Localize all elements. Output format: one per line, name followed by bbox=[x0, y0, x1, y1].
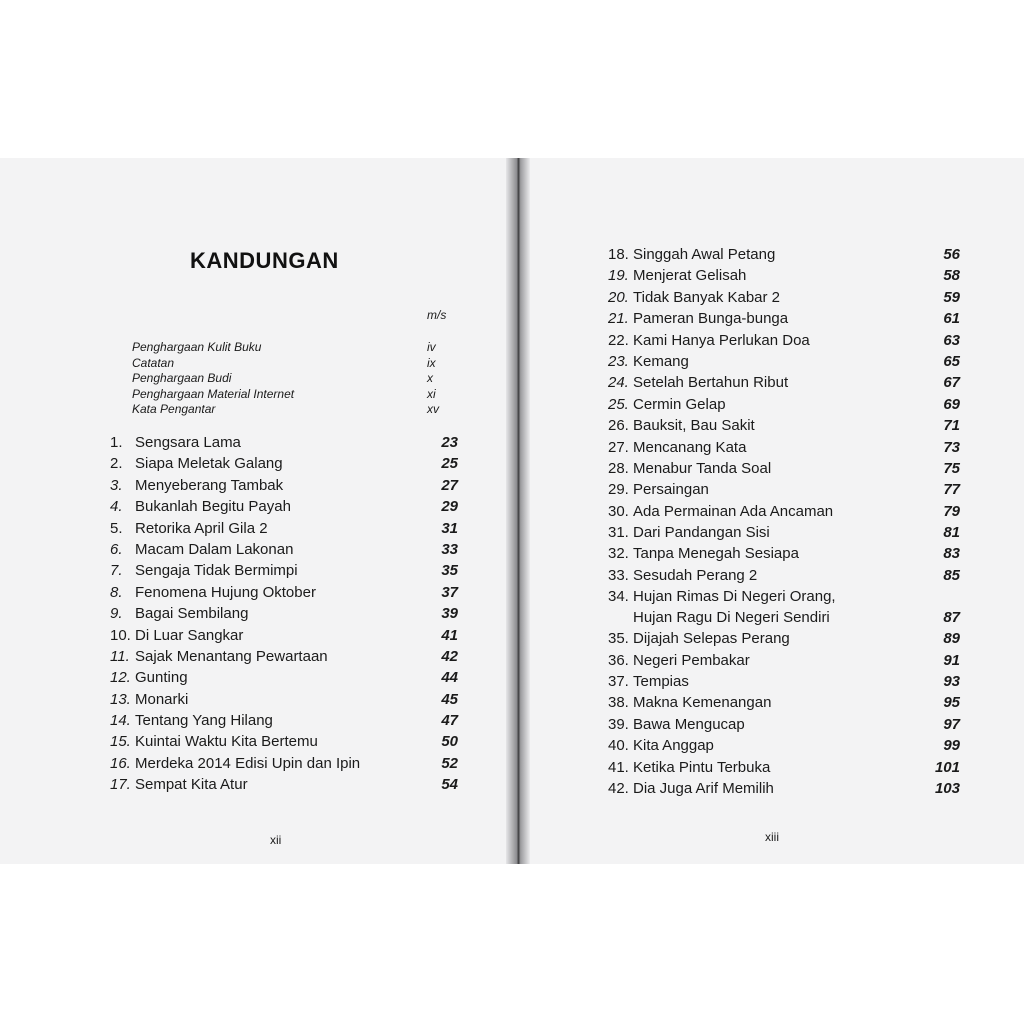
chapter-number: 12. bbox=[110, 669, 131, 687]
chapter-page: 50 bbox=[441, 733, 458, 751]
toc-entry bbox=[110, 434, 460, 455]
chapter-title: Bagai Sembilang bbox=[135, 605, 249, 623]
chapter-number: 10. bbox=[110, 626, 131, 644]
chapter-page: 47 bbox=[441, 712, 458, 730]
chapter-title: Fenomena Hujung Oktober bbox=[135, 583, 316, 601]
front-matter-page: x bbox=[427, 371, 433, 385]
chapter-page: 89 bbox=[943, 630, 960, 648]
chapter-title: Kuintai Waktu Kita Bertemu bbox=[135, 733, 318, 751]
chapter-page: 79 bbox=[943, 502, 960, 520]
chapter-title: Sesudah Perang 2 bbox=[633, 566, 758, 584]
chapter-page: 93 bbox=[943, 673, 960, 691]
chapter-number: 20. bbox=[608, 288, 629, 306]
chapter-page: 29 bbox=[441, 498, 458, 516]
chapter-number: 6. bbox=[110, 540, 123, 558]
chapter-page: 103 bbox=[934, 779, 960, 797]
chapter-title: Negeri Pembakar bbox=[633, 651, 750, 669]
chapter-title: Bawa Mengucap bbox=[633, 715, 745, 733]
chapter-page: 39 bbox=[441, 605, 458, 623]
chapter-number: 8. bbox=[110, 583, 123, 601]
front-matter-list bbox=[132, 340, 452, 418]
chapter-title-continued: Hujan Ragu Di Negeri Sendiri bbox=[633, 609, 830, 627]
front-matter-row bbox=[132, 387, 452, 403]
toc-entry bbox=[608, 737, 963, 758]
front-matter-page: xi bbox=[427, 386, 436, 401]
chapter-number: 26. bbox=[608, 417, 629, 435]
chapter-title: Dia Juga Arif Memilih bbox=[633, 779, 774, 797]
chapter-number: 40. bbox=[608, 737, 629, 755]
chapter-title: Tentang Yang Hilang bbox=[135, 712, 273, 730]
chapter-title: Bauksit, Bau Sakit bbox=[633, 417, 755, 435]
chapter-number: 15. bbox=[110, 733, 131, 751]
chapter-page: 42 bbox=[441, 647, 458, 665]
chapter-number: 41. bbox=[608, 758, 629, 776]
book-gutter bbox=[506, 158, 530, 864]
chapter-number: 34. bbox=[608, 588, 629, 606]
right-chapter-list bbox=[608, 246, 963, 801]
front-matter-row bbox=[132, 371, 452, 387]
chapter-page: 33 bbox=[441, 540, 458, 558]
chapter-page: 77 bbox=[943, 481, 960, 499]
chapter-title: Cermin Gelap bbox=[633, 395, 726, 413]
chapter-page: 31 bbox=[441, 519, 458, 537]
toc-entry bbox=[608, 524, 963, 545]
chapter-page: 69 bbox=[943, 395, 960, 413]
chapter-title: Kemang bbox=[633, 352, 689, 370]
chapter-page: 61 bbox=[943, 310, 960, 328]
chapter-number: 22. bbox=[608, 331, 629, 349]
chapter-title: Retorika April Gila 2 bbox=[135, 519, 268, 537]
front-matter-page: xv bbox=[427, 402, 439, 416]
toc-entry bbox=[608, 332, 963, 353]
chapter-page: 101 bbox=[934, 758, 960, 776]
chapter-title: Ada Permainan Ada Ancaman bbox=[633, 502, 834, 520]
chapter-title: Persaingan bbox=[633, 481, 709, 499]
chapter-number: 31. bbox=[608, 524, 629, 542]
chapter-title: Dijajah Selepas Perang bbox=[633, 630, 790, 648]
toc-entry bbox=[608, 481, 963, 502]
front-matter-row bbox=[132, 356, 452, 372]
chapter-number: 4. bbox=[110, 498, 123, 516]
chapter-title: Bukanlah Begitu Payah bbox=[135, 498, 291, 516]
chapter-title: Menjerat Gelisah bbox=[633, 267, 747, 285]
chapter-page: 85 bbox=[943, 566, 960, 584]
toc-entry bbox=[608, 396, 963, 417]
chapter-number: 18. bbox=[608, 246, 629, 263]
chapter-page: 91 bbox=[943, 651, 960, 669]
front-matter-row bbox=[132, 340, 452, 356]
chapter-title: Menyeberang Tambak bbox=[135, 476, 284, 494]
toc-entry bbox=[110, 627, 460, 648]
front-matter-page: iv bbox=[427, 340, 436, 354]
front-matter-label: Kata Pengantar bbox=[132, 402, 216, 416]
chapter-title: Hujan Rimas Di Negeri Orang, bbox=[633, 588, 836, 606]
toc-entry bbox=[608, 588, 963, 630]
chapter-page: 71 bbox=[943, 417, 960, 435]
chapter-number: 23. bbox=[608, 352, 629, 370]
chapter-page: 99 bbox=[943, 737, 960, 755]
chapter-number: 5. bbox=[110, 519, 123, 537]
chapter-number: 9. bbox=[110, 605, 123, 623]
chapter-page: 44 bbox=[441, 669, 458, 687]
chapter-page: 81 bbox=[943, 524, 960, 542]
toc-entry bbox=[608, 460, 963, 481]
chapter-title: Tempias bbox=[633, 673, 689, 691]
chapter-number: 37. bbox=[608, 673, 629, 691]
toc-entry bbox=[110, 477, 460, 498]
chapter-page: 23 bbox=[441, 434, 458, 451]
toc-entry bbox=[608, 289, 963, 310]
chapter-title: Mencanang Kata bbox=[633, 438, 747, 456]
chapter-title: Merdeka 2014 Edisi Upin dan Ipin bbox=[135, 754, 361, 772]
chapter-title: Sajak Menantang Pewartaan bbox=[135, 647, 328, 665]
chapter-page: 67 bbox=[943, 374, 960, 392]
chapter-number: 21. bbox=[608, 310, 629, 328]
left-folio: xii bbox=[270, 833, 282, 847]
toc-entry bbox=[608, 567, 963, 588]
chapter-page: 95 bbox=[943, 694, 960, 712]
chapter-title: Singgah Awal Petang bbox=[633, 246, 776, 263]
toc-entry bbox=[608, 246, 963, 267]
chapter-number: 33. bbox=[608, 566, 629, 584]
chapter-page: 59 bbox=[943, 288, 960, 306]
toc-entry bbox=[608, 780, 963, 801]
chapter-title: Di Luar Sangkar bbox=[135, 626, 244, 644]
toc-entry bbox=[608, 630, 963, 651]
toc-entry bbox=[110, 712, 460, 733]
chapter-page: 73 bbox=[943, 438, 960, 456]
front-matter-row bbox=[132, 402, 452, 418]
toc-entry bbox=[608, 759, 963, 780]
toc-entry bbox=[608, 267, 963, 288]
chapter-number: 32. bbox=[608, 545, 629, 563]
front-matter-page: ix bbox=[427, 355, 436, 370]
toc-entry bbox=[110, 669, 460, 690]
toc-entry bbox=[608, 503, 963, 524]
chapter-number: 3. bbox=[110, 476, 123, 494]
chapter-page: 97 bbox=[943, 715, 960, 733]
chapter-number: 24. bbox=[608, 374, 629, 392]
chapter-page: 41 bbox=[441, 626, 458, 644]
chapter-title: Menabur Tanda Soal bbox=[633, 459, 772, 477]
toc-entry bbox=[608, 353, 963, 374]
chapter-number: 19. bbox=[608, 267, 629, 285]
toc-entry bbox=[608, 673, 963, 694]
chapter-number: 11. bbox=[110, 647, 130, 665]
chapter-title: Gunting bbox=[135, 669, 188, 687]
chapter-title: Pameran Bunga-bunga bbox=[633, 310, 789, 328]
chapter-title: Macam Dalam Lakonan bbox=[135, 540, 294, 558]
toc-entry bbox=[110, 605, 460, 626]
chapter-page: 35 bbox=[441, 562, 458, 580]
front-matter-label: Catatan bbox=[132, 355, 175, 370]
chapter-title: Monarki bbox=[135, 690, 189, 708]
front-matter-label: Penghargaan Kulit Buku bbox=[132, 340, 262, 354]
chapter-page: 58 bbox=[943, 267, 960, 285]
chapter-title: Sempat Kita Atur bbox=[135, 776, 248, 794]
toc-entry bbox=[110, 498, 460, 519]
chapter-number: 35. bbox=[608, 630, 629, 648]
chapter-number: 29. bbox=[608, 481, 629, 499]
chapter-number: 25. bbox=[608, 395, 629, 413]
toc-entry bbox=[110, 733, 460, 754]
chapter-page: 25 bbox=[441, 455, 458, 473]
chapter-title: Kami Hanya Perlukan Doa bbox=[633, 331, 810, 349]
toc-entry bbox=[608, 310, 963, 331]
toc-entry bbox=[608, 439, 963, 460]
toc-entry bbox=[110, 584, 460, 605]
chapter-number: 38. bbox=[608, 694, 629, 712]
chapter-page: 63 bbox=[943, 331, 960, 349]
toc-entry bbox=[110, 520, 460, 541]
chapter-number: 7. bbox=[110, 562, 123, 580]
chapter-number: 39. bbox=[608, 715, 629, 733]
contents-title: KANDUNGAN bbox=[190, 248, 339, 273]
toc-entry bbox=[608, 545, 963, 566]
chapter-page: 75 bbox=[943, 459, 960, 477]
chapter-number: 30. bbox=[608, 502, 629, 520]
chapter-page: 87 bbox=[943, 609, 960, 627]
chapter-number: 14. bbox=[110, 712, 131, 730]
left-chapter-list bbox=[110, 434, 460, 798]
chapter-title: Sengaja Tidak Bermimpi bbox=[135, 562, 298, 580]
toc-entry bbox=[608, 652, 963, 673]
chapter-title: Ketika Pintu Terbuka bbox=[633, 758, 771, 776]
chapter-page: 56 bbox=[943, 246, 960, 263]
chapter-title: Sengsara Lama bbox=[135, 434, 241, 451]
chapter-number: 2. bbox=[110, 455, 123, 473]
toc-entry bbox=[110, 455, 460, 476]
chapter-number: 28. bbox=[608, 459, 629, 477]
toc-entry bbox=[608, 374, 963, 395]
chapter-title: Setelah Bertahun Ribut bbox=[633, 374, 789, 392]
chapter-number: 36. bbox=[608, 651, 629, 669]
toc-entry bbox=[110, 691, 460, 712]
chapter-number: 42. bbox=[608, 779, 629, 797]
toc-entry bbox=[110, 648, 460, 669]
chapter-page: 37 bbox=[441, 583, 458, 601]
chapter-page: 52 bbox=[441, 754, 458, 772]
chapter-page: 54 bbox=[441, 776, 458, 794]
chapter-title: Dari Pandangan Sisi bbox=[633, 524, 770, 542]
chapter-number: 17. bbox=[110, 776, 131, 794]
toc-entry bbox=[608, 694, 963, 715]
chapter-title: Tidak Banyak Kabar 2 bbox=[633, 288, 781, 306]
chapter-title: Kita Anggap bbox=[633, 737, 714, 755]
right-folio: xiii bbox=[765, 830, 779, 844]
chapter-title: Siapa Meletak Galang bbox=[135, 455, 283, 473]
front-matter-label: Penghargaan Material Internet bbox=[132, 386, 295, 401]
page-column-header: m/s bbox=[427, 308, 447, 322]
chapter-number: 27. bbox=[608, 438, 629, 456]
chapter-number: 13. bbox=[110, 690, 131, 708]
front-matter-label: Penghargaan Budi bbox=[132, 371, 232, 385]
chapter-number: 16. bbox=[110, 754, 131, 772]
chapter-page: 83 bbox=[943, 545, 960, 563]
toc-entry bbox=[110, 776, 460, 797]
toc-entry bbox=[608, 417, 963, 438]
toc-entry bbox=[608, 716, 963, 737]
chapter-title: Tanpa Menegah Sesiapa bbox=[633, 545, 799, 563]
chapter-page: 45 bbox=[441, 690, 458, 708]
chapter-title: Makna Kemenangan bbox=[633, 694, 772, 712]
chapter-page: 27 bbox=[441, 476, 458, 494]
chapter-number: 1. bbox=[110, 434, 123, 451]
chapter-page: 65 bbox=[943, 352, 960, 370]
toc-entry bbox=[110, 755, 460, 776]
toc-entry bbox=[110, 541, 460, 562]
toc-entry bbox=[110, 562, 460, 583]
